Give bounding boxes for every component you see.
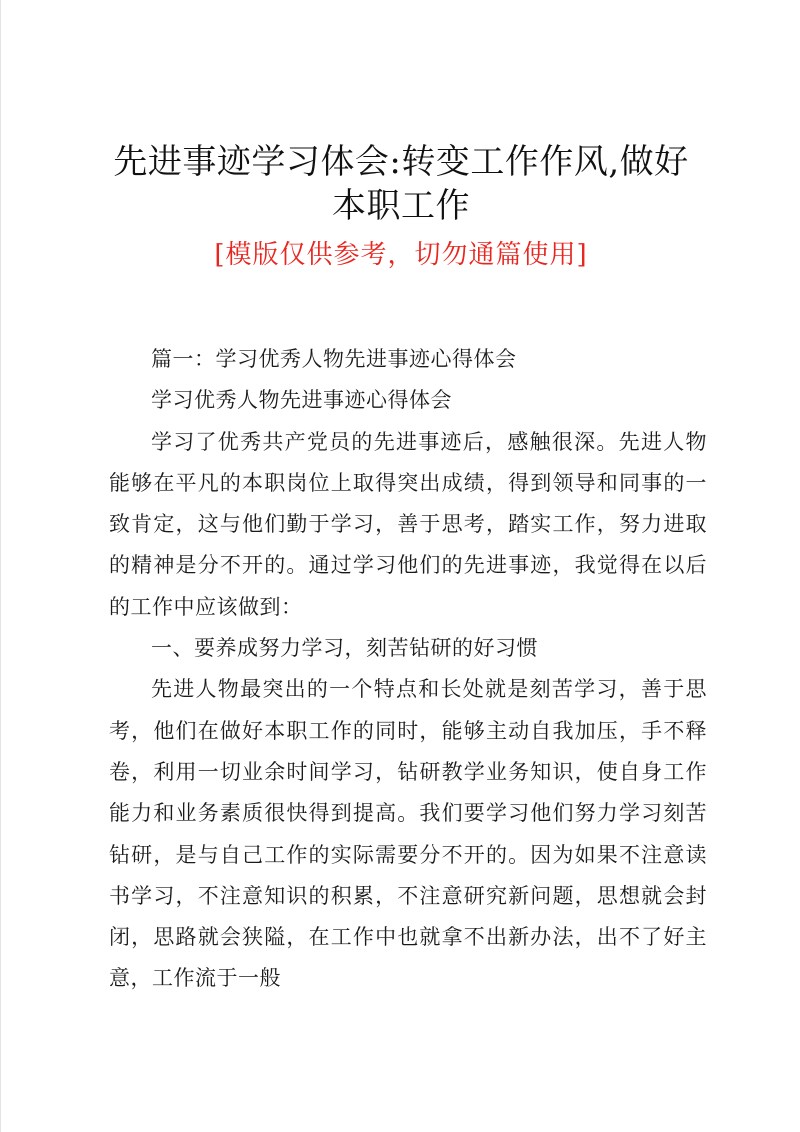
point-heading: 一、要养成努力学习，刻苦钻研的好习惯 (151, 636, 538, 661)
document-body (109, 339, 707, 1000)
body-paragraph: 学习了优秀共产党员的先进事迹后，感触很深。先进人物能够在平凡的本职岗位上取得突出成绩，得到领导和同事的一致肯定，这与他们勤于学习，善于思考，踏实工作，努力进取的精神是分不开的。通过学习他们的先进事迹，我觉得在以后的工作中应该做到： (109, 429, 707, 619)
document-title: 先进事迹学习体会:转变工作作风,做好本职工作 (113, 142, 689, 226)
article-heading: 学习优秀人物先进事迹心得体会 (151, 388, 452, 413)
section-heading: 篇一：学习优秀人物先进事迹心得体会 (151, 347, 517, 371)
template-notice: [模版仅供参考，切勿通篇使用] (214, 240, 588, 270)
body-paragraph: 先进人物最突出的一个特点和长处就是刻苦学习，善于思考，他们在做好本职工作的同时，能够主动自我加压，手不释卷，利用一切业余时间学习，钻研教学业务知识，使自身工作能力和业务素质很快得到提高。我们要学习他们努力学习刻苦钻研，是与自己工作的实际需要分不开的。因为如果不注意读书学习，不注意知识的积累，不注意研究新问题，思想就会封闭，思路就会狭隘，在工作中也就拿不出新办法，出不了好主意，工作流于一般 (109, 677, 707, 991)
